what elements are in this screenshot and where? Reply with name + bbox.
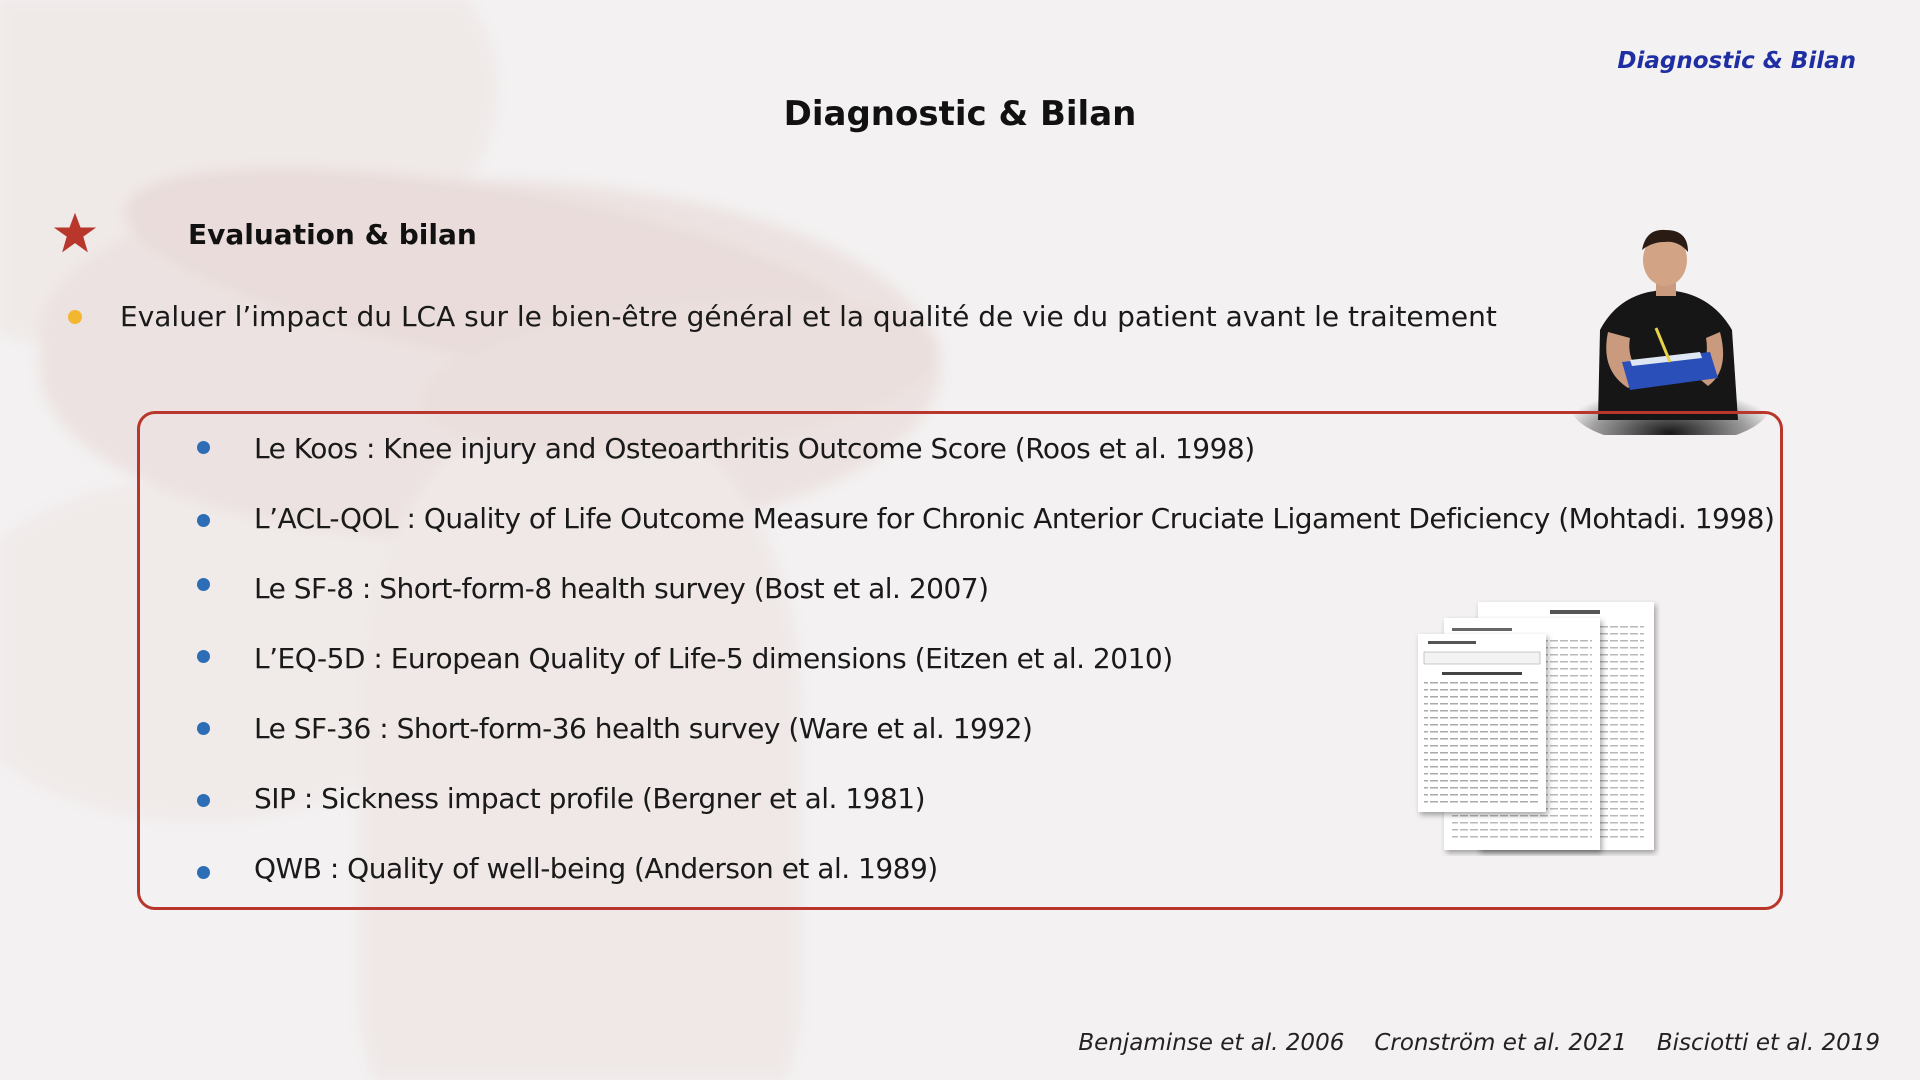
tool-text: SIP : Sickness impact profile (Bergner et al. 1981) <box>254 782 926 815</box>
corner-title: Diagnostic & Bilan <box>1617 48 1856 74</box>
tool-text: L’ACL-QOL : Quality of Life Outcome Measure for Chronic Anterior Cruciate Ligament Deficiency (Mohtadi. 1998) <box>254 502 1775 535</box>
bullet-dot-icon <box>197 578 210 591</box>
reference-citation: Bisciotti et al. 2019 <box>1656 1030 1880 1056</box>
reference-citation: Cronström et al. 2021 <box>1374 1030 1627 1056</box>
reference-citation: Benjaminse et al. 2006 <box>1078 1030 1345 1056</box>
tool-text: L’EQ-5D : European Quality of Life-5 dimensions (Eitzen et al. 2010) <box>254 642 1173 675</box>
questionnaire-pages-image <box>1410 596 1660 856</box>
star-icon <box>52 210 98 256</box>
references <box>1078 1030 1880 1056</box>
tool-text: Le SF-36 : Short-form-36 health survey (Ware et al. 1992) <box>254 712 1033 745</box>
intro-bullet <box>68 300 1497 333</box>
bullet-dot-icon <box>197 441 210 454</box>
bullet-dot-icon <box>68 310 82 324</box>
tool-text: QWB : Quality of well-being (Anderson et al. 1989) <box>254 852 938 885</box>
bullet-dot-icon <box>197 866 210 879</box>
bullet-dot-icon <box>197 650 210 663</box>
page-title: Diagnostic & Bilan <box>783 94 1137 134</box>
bullet-dot-icon <box>197 794 210 807</box>
tool-text: Le Koos : Knee injury and Osteoarthritis Outcome Score (Roos et al. 1998) <box>254 432 1255 465</box>
tool-text: Le SF-8 : Short-form-8 health survey (Bost et al. 2007) <box>254 572 989 605</box>
bullet-dot-icon <box>197 722 210 735</box>
intro-text: Evaluer l’impact du LCA sur le bien-être général et la qualité de vie du patient avant le traitement <box>120 300 1497 333</box>
bullet-dot-icon <box>197 514 210 527</box>
clinician-photo <box>1560 220 1770 435</box>
section-heading: Evaluation & bilan <box>188 218 477 251</box>
